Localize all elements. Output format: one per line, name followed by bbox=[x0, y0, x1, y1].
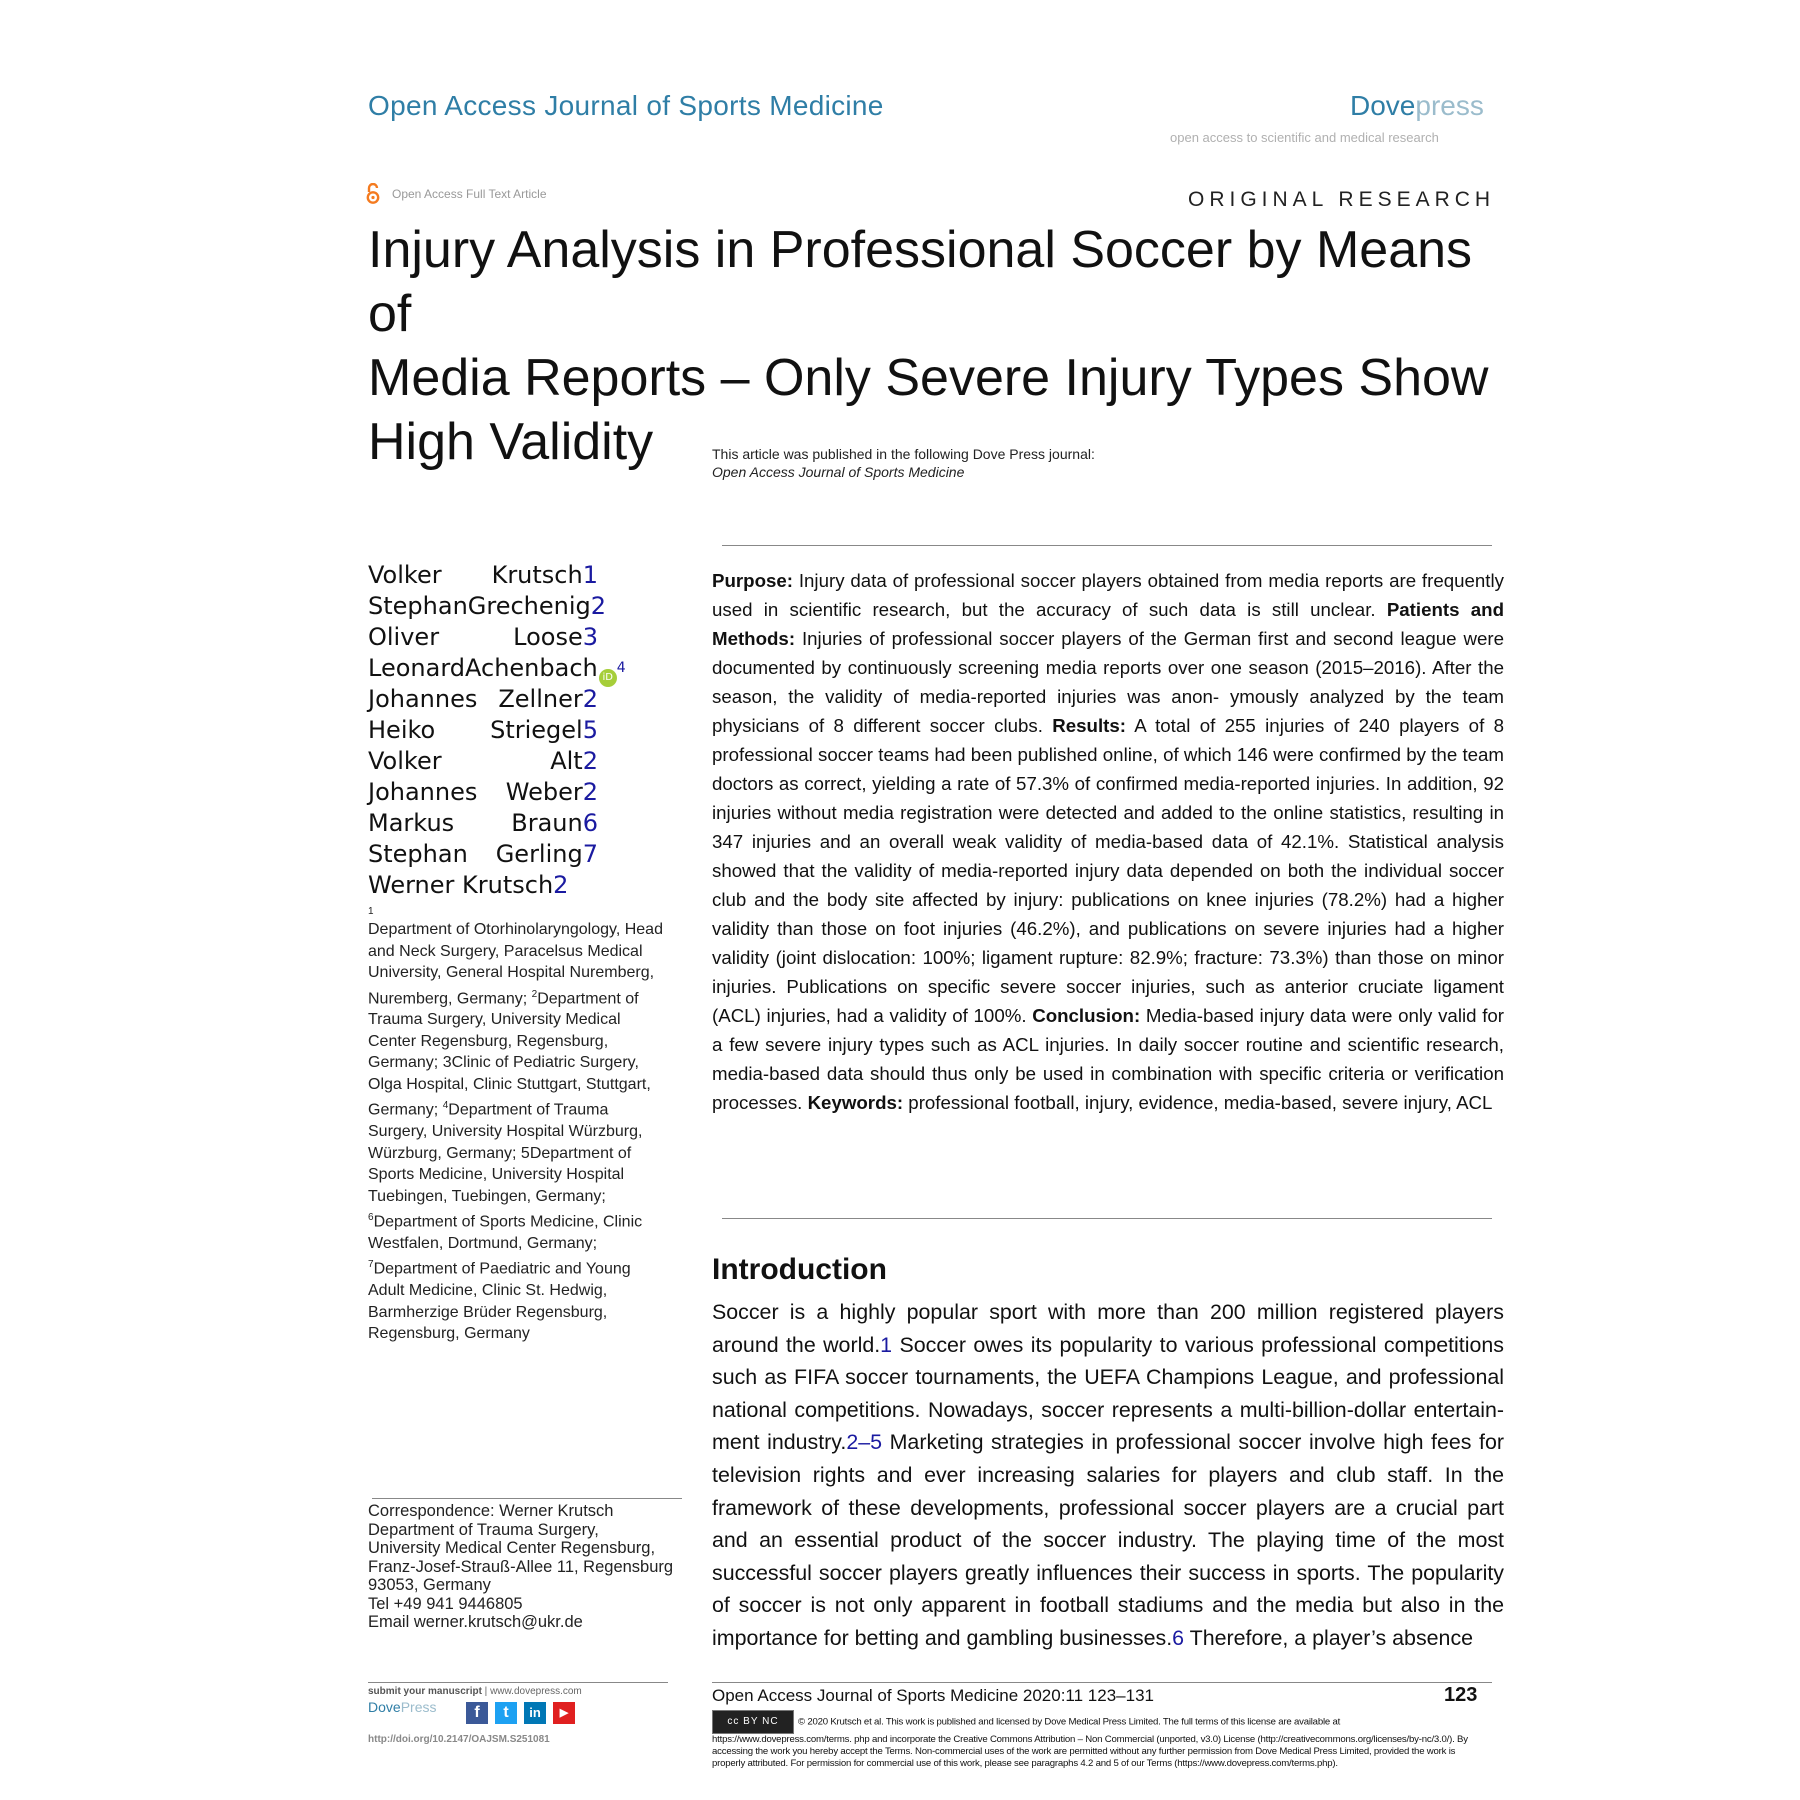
author-last-name: Zellner bbox=[498, 685, 583, 713]
header-tagline: open access to scientific and medical research bbox=[1170, 130, 1439, 145]
author-first-name: Volker bbox=[368, 561, 442, 589]
author-last-name: Alt bbox=[550, 747, 583, 775]
footer-rule-left bbox=[368, 1682, 668, 1683]
affiliation-text: Department of Sports Medicine, Clinic Westfalen, Dortmund, Germany; bbox=[368, 1213, 643, 1252]
correspondence bbox=[368, 1502, 688, 1632]
affiliation-link[interactable]: 7 bbox=[582, 840, 598, 868]
title-line: High Validity bbox=[368, 413, 654, 471]
facebook-icon[interactable]: f bbox=[466, 1702, 488, 1724]
publication-note-text: This article was published in the following Dove Press journal: bbox=[712, 446, 1095, 462]
publication-note-journal: Open Access Journal of Sports Medicine bbox=[712, 464, 965, 480]
author bbox=[368, 560, 598, 591]
submit-manuscript bbox=[368, 1686, 582, 1697]
author-first-name: Stephan bbox=[368, 592, 468, 620]
journal-citation: Open Access Journal of Sports Medicine 2020:11 123–131 bbox=[712, 1686, 1154, 1705]
affiliation-number: 1 bbox=[368, 906, 374, 917]
author-last-name: Grechenig bbox=[467, 592, 591, 620]
article-type: ORIGINAL RESEARCH bbox=[1188, 188, 1496, 211]
author bbox=[368, 839, 598, 870]
results-label: Results: bbox=[1052, 715, 1126, 736]
correspondence-line: 93053, Germany bbox=[368, 1576, 491, 1594]
author-first-name: Leonard bbox=[368, 654, 465, 682]
logo-sub: press bbox=[1415, 90, 1484, 121]
title-line: Media Reports – Only Severe Injury Types Show bbox=[368, 349, 1489, 407]
author-first-name: Johannes bbox=[368, 778, 478, 806]
footer-rule-right bbox=[712, 1682, 1492, 1683]
logo-main: Dove bbox=[1350, 90, 1416, 121]
affiliation-number: 4 bbox=[442, 1100, 449, 1112]
affiliation-number: 6 bbox=[368, 1212, 374, 1224]
correspondence-line: Correspondence: Werner Krutsch bbox=[368, 1502, 614, 1520]
journal-header: Open Access Journal of Sports Medicine bbox=[368, 90, 884, 121]
author-last-name: Achenbach bbox=[465, 654, 598, 682]
author-first-name: Johannes bbox=[368, 685, 478, 713]
article-title bbox=[368, 218, 1518, 474]
social-links bbox=[466, 1702, 575, 1724]
author-last-name: Braun bbox=[511, 809, 583, 837]
affiliation-link[interactable]: 2 bbox=[582, 778, 598, 806]
license-body: © 2020 Krutsch et al. This work is published and licensed by Dove Medical Press Limited. The full terms of this license are available at https://www.dovepress.com/terms. php and incorporate the Creative Commons Attribution – Non Commercial (unported, v3.0) License (http://creativecommons.org/licenses/by-nc/3.0/). By accessing the work you hereby accept the Terms. Non-commercial uses of the work are permitted without any further permission from Dove Medical Press Limited, provided the work is properly attributed. For permission for commercial use of this work, please see paragraphs 4.2 and 5 of our Terms (https://www.dovepress.com/terms.php). bbox=[712, 1716, 1468, 1769]
section-heading: Introduction bbox=[712, 1253, 887, 1286]
author-first-name: Volker bbox=[368, 747, 442, 775]
affiliation-number: 2 bbox=[531, 988, 538, 1000]
intro-text: Therefore, a player’s absence bbox=[1184, 1625, 1474, 1650]
author-last-name: Krutsch bbox=[491, 561, 583, 589]
conclusion-label: Conclusion: bbox=[1032, 1005, 1141, 1026]
author-last-name: Weber bbox=[505, 778, 583, 806]
author bbox=[368, 808, 598, 839]
reference-link[interactable]: 1 bbox=[880, 1332, 893, 1357]
keywords-text: professional football, injury, evidence, media-based, severe injury, ACL bbox=[903, 1092, 1493, 1113]
logo-main: Dove bbox=[368, 1699, 401, 1715]
correspondence-line: University Medical Center Regensburg, bbox=[368, 1539, 656, 1557]
intro-text: Soccer is a highly popular sport with more than 200 million registered players around the world. bbox=[712, 1300, 1504, 1357]
license-text bbox=[712, 1710, 1472, 1770]
creative-commons-icon[interactable]: cc BY NC bbox=[712, 1710, 794, 1734]
abstract-bottom-rule bbox=[722, 1218, 1492, 1219]
linkedin-icon[interactable]: in bbox=[524, 1702, 546, 1724]
correspondence-line: Tel +49 941 9446805 bbox=[368, 1594, 523, 1613]
page-number: 123 bbox=[1444, 1684, 1478, 1706]
author bbox=[368, 653, 626, 684]
author bbox=[368, 622, 598, 653]
affiliation-link[interactable]: 2 bbox=[590, 592, 607, 620]
affiliation-link[interactable]: 1 bbox=[582, 561, 598, 589]
correspondence-rule bbox=[372, 1498, 682, 1499]
author-last-name: Gerling bbox=[495, 840, 583, 868]
separator: | bbox=[481, 1686, 491, 1697]
affiliation-link[interactable]: 4 bbox=[616, 660, 626, 676]
affiliation-link[interactable]: 5 bbox=[582, 716, 598, 744]
abstract bbox=[712, 566, 1504, 1117]
publication-note bbox=[712, 445, 1095, 481]
methods-label: Patients and Methods: bbox=[712, 599, 1504, 649]
author-first-name: Werner bbox=[368, 871, 455, 899]
introduction-paragraph bbox=[712, 1296, 1504, 1655]
author bbox=[368, 715, 598, 746]
author-last-name: Krutsch bbox=[462, 871, 554, 899]
affiliation-link[interactable]: 3 bbox=[582, 623, 598, 651]
purpose-text: Injury data of professional soccer players obtained from media reports are frequently used in scientific research, but the accuracy of such data is still unclear. bbox=[712, 570, 1504, 620]
correspondence-email[interactable]: Email werner.krutsch@ukr.de bbox=[368, 1613, 583, 1631]
author bbox=[368, 777, 598, 808]
correspondence-line: Franz-Josef-Strauß-Allee 11, Regensburg bbox=[368, 1557, 674, 1576]
author bbox=[368, 591, 607, 622]
author-first-name: Heiko bbox=[368, 716, 436, 744]
keywords-label: Keywords: bbox=[807, 1092, 904, 1113]
twitter-icon[interactable]: t bbox=[495, 1702, 517, 1724]
abstract-top-rule bbox=[722, 545, 1492, 546]
orcid-icon[interactable]: iD bbox=[599, 669, 617, 687]
title-line: Injury Analysis in Professional Soccer by Means of bbox=[368, 221, 1473, 343]
dovepress-logo bbox=[1350, 90, 1484, 122]
website-link[interactable]: www.dovepress.com bbox=[490, 1686, 582, 1697]
author bbox=[368, 870, 598, 901]
author-first-name: Stephan bbox=[368, 840, 468, 868]
affiliation-text: Department of Trauma Surgery, University Hospital Würzburg, Würzburg, Germany; 5Department of Sports Medicine, University Hospital Tuebingen, Tuebingen, Germany; bbox=[368, 1101, 643, 1205]
open-access-icon bbox=[366, 183, 380, 205]
purpose-label: Purpose: bbox=[712, 570, 793, 591]
footer-dovepress-logo bbox=[368, 1699, 436, 1715]
reference-link[interactable]: 6 bbox=[1172, 1625, 1185, 1650]
affiliation-number: 7 bbox=[368, 1259, 374, 1271]
author bbox=[368, 746, 598, 777]
open-access-label: Open Access Full Text Article bbox=[392, 187, 547, 201]
intro-text: Soccer owes its popularity to various professional competitions such as FIFA soccer tournaments, the UEFA Champions League, and professional national competitions. Nowadays, soccer represents a multi-billion-dollar entertain- ment industry. bbox=[712, 1332, 1504, 1455]
intro-text: Marketing strategies in professional soccer involve high fees for television rights and ever increasing salaries for players and club staff. In the framework of these developments, professional soccer players are a crucial part and an essential product of the soccer industry. The playing time of the most successful soccer players greatly influences their success in sports. The popularity of soccer is not only apparent in football stadiums and the media but also in the importance for betting and gambling businesses. bbox=[712, 1430, 1504, 1650]
correspondence-line: Department of Trauma Surgery, bbox=[368, 1520, 599, 1539]
author-first-name: Markus bbox=[368, 809, 455, 837]
affiliation-text: Department of Paediatric and Young Adult Medicine, Clinic St. Hedwig, Barmherzige Brüder Regensburg, Regensburg, Germany bbox=[368, 1260, 631, 1343]
youtube-icon[interactable]: ▶ bbox=[553, 1702, 575, 1724]
affiliation-text: Department of Trauma Surgery, University Medical Center Regensburg, Regensburg, Germany; 3Clinic of Pediatric Surgery, Olga Hospital, Clinic Stuttgart, Stuttgart, Germany; bbox=[368, 989, 651, 1119]
affiliation-text: Department of Otorhinolaryngology, Head and Neck Surgery, Paracelsus Medical University, General Hospital Nuremberg, Nuremberg, Germany; bbox=[368, 921, 663, 1007]
author-last-name: Loose bbox=[513, 623, 583, 651]
affiliation-link[interactable]: 2 bbox=[553, 871, 569, 899]
affiliation-link[interactable]: 6 bbox=[582, 809, 598, 837]
author-list bbox=[368, 560, 626, 901]
logo-sub: Press bbox=[400, 1699, 437, 1715]
affiliations bbox=[368, 905, 668, 1345]
author bbox=[368, 684, 598, 715]
submit-link[interactable]: submit your manuscript bbox=[368, 1686, 482, 1697]
conclusion-text: Media-based injury data were only valid for a few severe injury types such as ACL injuries. In daily soccer routine and scientific research, media-based data should thus only be used in combination with specific criteria or verification processes. bbox=[712, 1005, 1504, 1113]
results-text: A total of 255 injuries of 240 players of 8 professional soccer teams had been published online, of which 146 were confirmed by the team doctors as correct, yielding a rate of 57.3% of confirmed media-reported injuries. In addition, 92 injuries without media registration were detected and added to the online statistics, resulting in 347 injuries and an overall weak validity of media-based data of 42.1%. Statistical analysis showed that the validity of media-reported injury data depended on both the individual soccer club and the body site affected by injury: publications on knee injuries (78.2%) had a higher validity than those on foot injuries (46.2%), and publications on severe injuries had a higher validity (joint dislocation: 100%; ligament rupture: 82.9%; fracture: 73.3%) than those on minor injuries. Publications on specific severe soccer injuries, such as anterior cruciate ligament (ACL) injuries, had a validity of 100%. bbox=[712, 715, 1504, 1026]
affiliation-link[interactable]: 2 bbox=[582, 685, 598, 713]
methods-text: Injuries of professional soccer players of the German first and second league were documented by continuously screening media reports over one season (2015–2016). After the season, the validity of media-reported injuries was anon- ymously analyzed by the team physicians of 8 different soccer clubs. bbox=[712, 628, 1504, 736]
affiliation-link[interactable]: 2 bbox=[582, 747, 598, 775]
doi-link[interactable]: http://doi.org/10.2147/OAJSM.S251081 bbox=[368, 1734, 550, 1745]
author-first-name: Oliver bbox=[368, 623, 440, 651]
author-last-name: Striegel bbox=[490, 716, 583, 744]
reference-link[interactable]: 2–5 bbox=[846, 1430, 883, 1455]
